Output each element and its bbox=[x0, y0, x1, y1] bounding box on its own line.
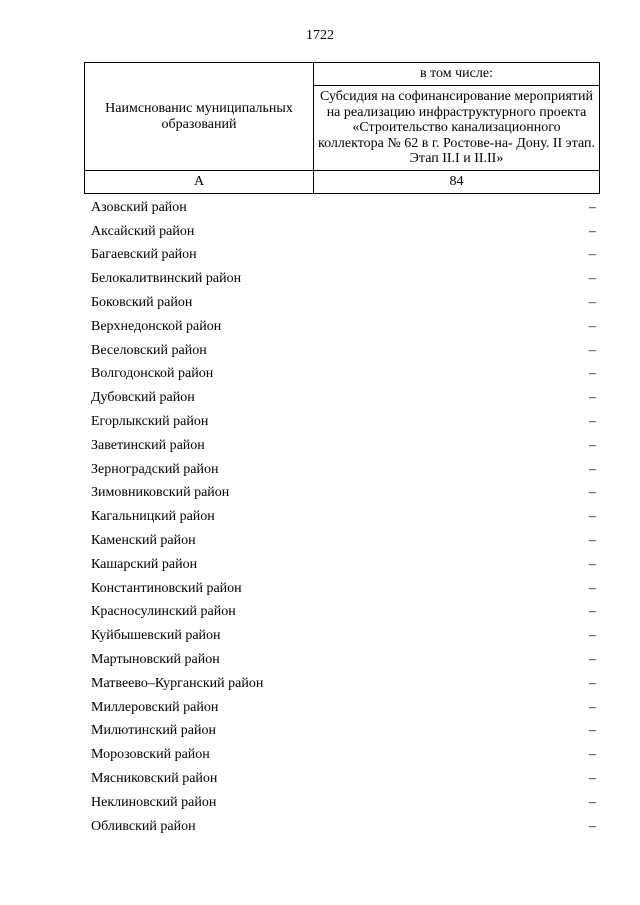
table-row bbox=[91, 363, 596, 387]
column-code-name: А bbox=[85, 171, 314, 194]
table-row bbox=[91, 291, 596, 315]
subsidy-value: – bbox=[589, 556, 596, 572]
subsidy-value: – bbox=[589, 318, 596, 334]
municipality-name: Зимовниковский район bbox=[91, 485, 230, 501]
municipality-name: Азовский район bbox=[91, 199, 187, 215]
municipality-name: Дубовский район bbox=[91, 390, 195, 406]
subsidy-value: – bbox=[589, 723, 596, 739]
municipality-name: Морозовский район bbox=[91, 747, 210, 763]
table-row bbox=[91, 220, 596, 244]
municipality-name: Миллеровский район bbox=[91, 699, 219, 715]
table-row bbox=[91, 577, 596, 601]
municipality-name: Мясниковский район bbox=[91, 771, 218, 787]
subsidy-value: – bbox=[589, 699, 596, 715]
municipality-name: Багаевский район bbox=[91, 247, 197, 263]
subsidy-value: – bbox=[589, 247, 596, 263]
subsidy-value: – bbox=[589, 533, 596, 549]
municipality-name: Кашарский район bbox=[91, 556, 198, 572]
subsidy-value: – bbox=[589, 675, 596, 691]
subsidy-value: – bbox=[589, 628, 596, 644]
column-header-municipality: Наимснованис муниципальных образований bbox=[85, 63, 314, 171]
table-row bbox=[91, 339, 596, 363]
subsidy-value: – bbox=[589, 414, 596, 430]
table-row bbox=[91, 315, 596, 339]
municipality-name: Каменский район bbox=[91, 533, 196, 549]
municipality-name: Аксайский район bbox=[91, 223, 195, 239]
table-row bbox=[91, 815, 596, 839]
table-row bbox=[91, 505, 596, 529]
municipality-name: Константиновский район bbox=[91, 580, 242, 596]
municipality-name: Боковский район bbox=[91, 295, 193, 311]
table-row bbox=[91, 410, 596, 434]
subsidy-value: – bbox=[589, 509, 596, 525]
table-row bbox=[91, 601, 596, 625]
table-row bbox=[91, 720, 596, 744]
table-row bbox=[91, 767, 596, 791]
subsidy-value: – bbox=[589, 747, 596, 763]
municipality-name: Неклиновский район bbox=[91, 794, 217, 810]
subsidy-value: – bbox=[589, 390, 596, 406]
subsidy-value: – bbox=[589, 771, 596, 787]
municipality-name: Милютинский район bbox=[91, 723, 217, 739]
page-number: 1722 bbox=[306, 28, 334, 43]
table-row bbox=[91, 482, 596, 506]
municipality-name: Обливский район bbox=[91, 818, 196, 834]
subsidy-value: – bbox=[589, 461, 596, 477]
table-row bbox=[91, 791, 596, 815]
municipality-name: Матвеево–Курганский район bbox=[91, 675, 264, 691]
subsidy-value: – bbox=[589, 366, 596, 382]
subsidy-value: – bbox=[589, 580, 596, 596]
subsidy-value: – bbox=[589, 818, 596, 834]
municipality-name: Белокалитвинский район bbox=[91, 271, 242, 287]
column-code-value: 84 bbox=[314, 171, 600, 194]
table-header bbox=[84, 62, 600, 194]
subsidy-value: – bbox=[589, 295, 596, 311]
table-row bbox=[91, 267, 596, 291]
municipality-name: Егорлыкский район bbox=[91, 414, 209, 430]
subsidy-value: – bbox=[589, 604, 596, 620]
subsidy-value: – bbox=[589, 199, 596, 215]
table-row bbox=[91, 743, 596, 767]
municipality-name: Заветинский район bbox=[91, 437, 205, 453]
municipality-name: Кагальницкий район bbox=[91, 509, 215, 525]
subsidy-value: – bbox=[589, 652, 596, 668]
municipality-name: Зерноградский район bbox=[91, 461, 219, 477]
table-row bbox=[91, 696, 596, 720]
subsidy-value: – bbox=[589, 271, 596, 287]
table-row bbox=[91, 386, 596, 410]
table-row bbox=[91, 529, 596, 553]
subsidy-value: – bbox=[589, 342, 596, 358]
table-body bbox=[91, 196, 596, 839]
table-row bbox=[91, 648, 596, 672]
table-row bbox=[91, 624, 596, 648]
table-row bbox=[91, 244, 596, 268]
municipality-name: Волгодонской район bbox=[91, 366, 214, 382]
subsidy-value: – bbox=[589, 794, 596, 810]
municipality-name: Верхнедонской район bbox=[91, 318, 222, 334]
municipality-name: Веселовский район bbox=[91, 342, 207, 358]
municipality-name: Куйбышевский район bbox=[91, 628, 221, 644]
table-row bbox=[91, 434, 596, 458]
subsidy-value: – bbox=[589, 485, 596, 501]
column-header-including: в том числе: bbox=[314, 63, 600, 86]
table-row bbox=[91, 553, 596, 577]
table-row bbox=[91, 458, 596, 482]
column-header-subsidy: Субсидия на софинансирование мероприятий на реализацию инфраструктурного проекта «Строительство канализационного коллектора № 62 в г. Ростове-на- Дону. II этап. Этап II.I и II.II» bbox=[314, 86, 600, 171]
municipality-name: Красносулинский район bbox=[91, 604, 236, 620]
municipality-name: Мартыновский район bbox=[91, 652, 220, 668]
table-row bbox=[91, 672, 596, 696]
subsidy-value: – bbox=[589, 437, 596, 453]
subsidy-value: – bbox=[589, 223, 596, 239]
table-row bbox=[91, 196, 596, 220]
